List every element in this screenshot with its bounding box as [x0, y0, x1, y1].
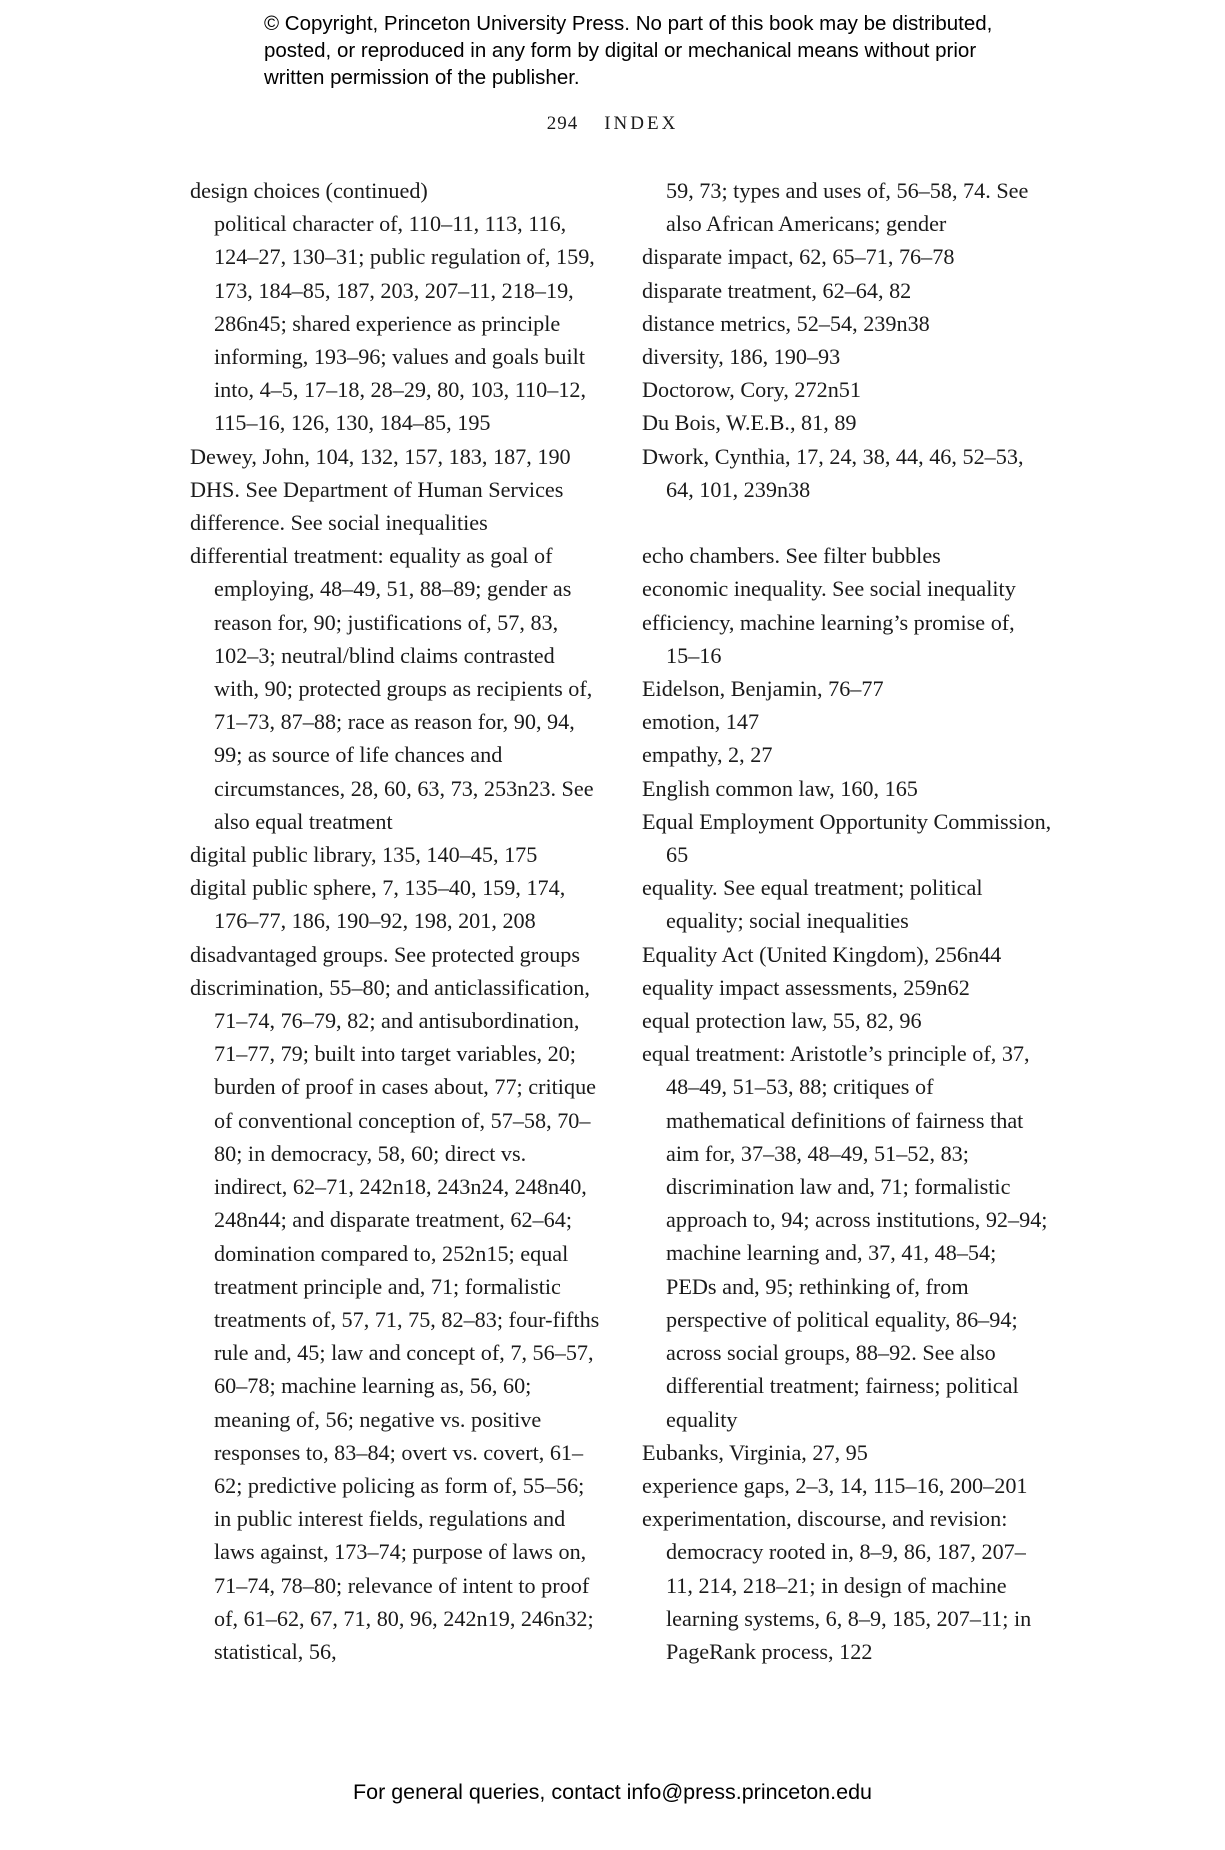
index-entry: disparate impact, 62, 65–71, 76–78 [642, 244, 955, 270]
index-entry: empathy, 2, 27 [642, 742, 773, 768]
index-entry: distance metrics, 52–54, 239n38 [642, 310, 930, 336]
index-entry: Eidelson, Benjamin, 76–77 [642, 676, 884, 702]
index-entry: discrimination, 55–80; and anticlassification, 71–74, 76–79, 82; and antisubordination, 71–77, 79; built into target variables, 20; burden of proof in cases about, 77; critique of conventional conception of, 57–58, 70–80; in democracy, 58, 60; direct vs. indirect, 62–71, 242n18, 243n24, 248n40, 248n44; and disparate treatment, 62–64; domination compared to, 252n15; equal treatment principle and, 71; formalistic treatments of, 57, 71, 75, 82–83; four-fifths rule and, 45; law and concept of, 7, 56–57, 60–78; machine learning as, 56, 60; meaning of, 56; negative vs. positive responses to, 83–84; overt vs. covert, 61–62; predictive policing as form of, 55–56; in public interest fields, regulations and laws against, 173–74; purpose of laws on, 71–74, 78–80; relevance of intent to proof of, 61–62, 67, 71, 80, 96, 242n19, 246n32; statistical, 56, [190, 974, 600, 1664]
index-entry: Dwork, Cynthia, 17, 24, 38, 44, 46, 52–53, 64, 101, 239n38 [642, 443, 1024, 502]
index-entry: diversity, 186, 190–93 [642, 344, 841, 370]
index-entry: disadvantaged groups. See protected groups [190, 941, 581, 967]
page-number: 294 [546, 113, 579, 134]
index-entry: Equal Employment Opportunity Commission, 65 [642, 808, 1052, 868]
index-entry: design choices (continued) [190, 178, 428, 203]
index-entry: Du Bois, W.E.B., 81, 89 [642, 410, 857, 436]
index-entry: experience gaps, 2–3, 14, 115–16, 200–201 [642, 1472, 1028, 1498]
index-entry: political character of, 110–11, 113, 116, 124–27, 130–31; public regulation of, 159, 173, 184–85, 187, 203, 207–11, 218–19, 286n45; shared experience as principle informing, 193–96; values and goals built into, 4–5, 17–18, 28–29, 80, 103, 110–12, 115–16, 126, 130, 184–85, 195 [214, 211, 595, 436]
letter-section-gap [642, 506, 1052, 539]
running-head-title: INDEX [604, 113, 679, 134]
index-entry: Dewey, John, 104, 132, 157, 183, 187, 190 [190, 443, 571, 469]
index-entry: disparate treatment, 62–64, 82 [642, 277, 912, 303]
index-entry: emotion, 147 [642, 709, 760, 735]
index-entry: equality. See equal treatment; political equality; social inequalities [642, 875, 983, 934]
index-entry: equality impact assessments, 259n62 [642, 974, 970, 1000]
index-entry: equal protection law, 55, 82, 96 [642, 1008, 922, 1034]
index-entry: DHS. See Department of Human Services [190, 476, 564, 502]
index-entry: difference. See social inequalities [190, 510, 488, 536]
copyright-notice: © Copyright, Princeton University Press. No part of this book may be distributed, posted, or reproduced in any form by digital or mechanical means without prior written permission of the publisher. [264, 12, 993, 89]
index-column-left [190, 174, 600, 1668]
index-entry: differential treatment: equality as goal of employing, 48–49, 51, 88–89; gender as reason for, 90; justifications of, 57, 83, 102–3; neutral/blind claims contrasted with, 90; protected groups as recipients of, 71–73, 87–88; race as reason for, 90, 94, 99; as source of life chances and circumstances, 28, 60, 63, 73, 253n23. See also equal treatment [190, 543, 594, 834]
index-column-right [642, 174, 1052, 1668]
index-entry: equal treatment: Aristotle’s principle of, 37, 48–49, 51–53, 88; critiques of mathematical definitions of fairness that aim for, 37–38, 48–49, 51–52, 83; discrimination law and, 71; formalistic approach to, 94; across institutions, 92–94; machine learning and, 37, 41, 48–54; PEDs and, 95; rethinking of, from perspective of political equality, 86–94; across social groups, 88–92. See also differential treatment; fairness; political equality [642, 1041, 1048, 1432]
index-entry: English common law, 160, 165 [642, 775, 918, 801]
index-entry: digital public library, 135, 140–45, 175 [190, 842, 538, 868]
index-entry: Eubanks, Virginia, 27, 95 [642, 1439, 868, 1465]
index-entry: Doctorow, Cory, 272n51 [642, 377, 861, 403]
index-entry: 59, 73; types and uses of, 56–58, 74. See also African Americans; gender [666, 178, 1029, 237]
footer-contact: For general queries, contact info@press.princeton.edu [352, 1780, 872, 1804]
index-entry: economic inequality. See social inequality [642, 576, 1016, 602]
index-entry: experimentation, discourse, and revision: democracy rooted in, 8–9, 86, 187, 207–11, 214, 218–21; in design of machine learning systems, 6, 8–9, 185, 207–11; in PageRank process, 122 [642, 1506, 1032, 1664]
index-entry: echo chambers. See filter bubbles [642, 543, 941, 569]
running-head [0, 113, 1225, 135]
index-entry: efficiency, machine learning’s promise of, 15–16 [642, 609, 1015, 668]
index-entry: digital public sphere, 7, 135–40, 159, 174, 176–77, 186, 190–92, 198, 201, 208 [190, 875, 566, 934]
index-entry: Equality Act (United Kingdom), 256n44 [642, 941, 1002, 967]
